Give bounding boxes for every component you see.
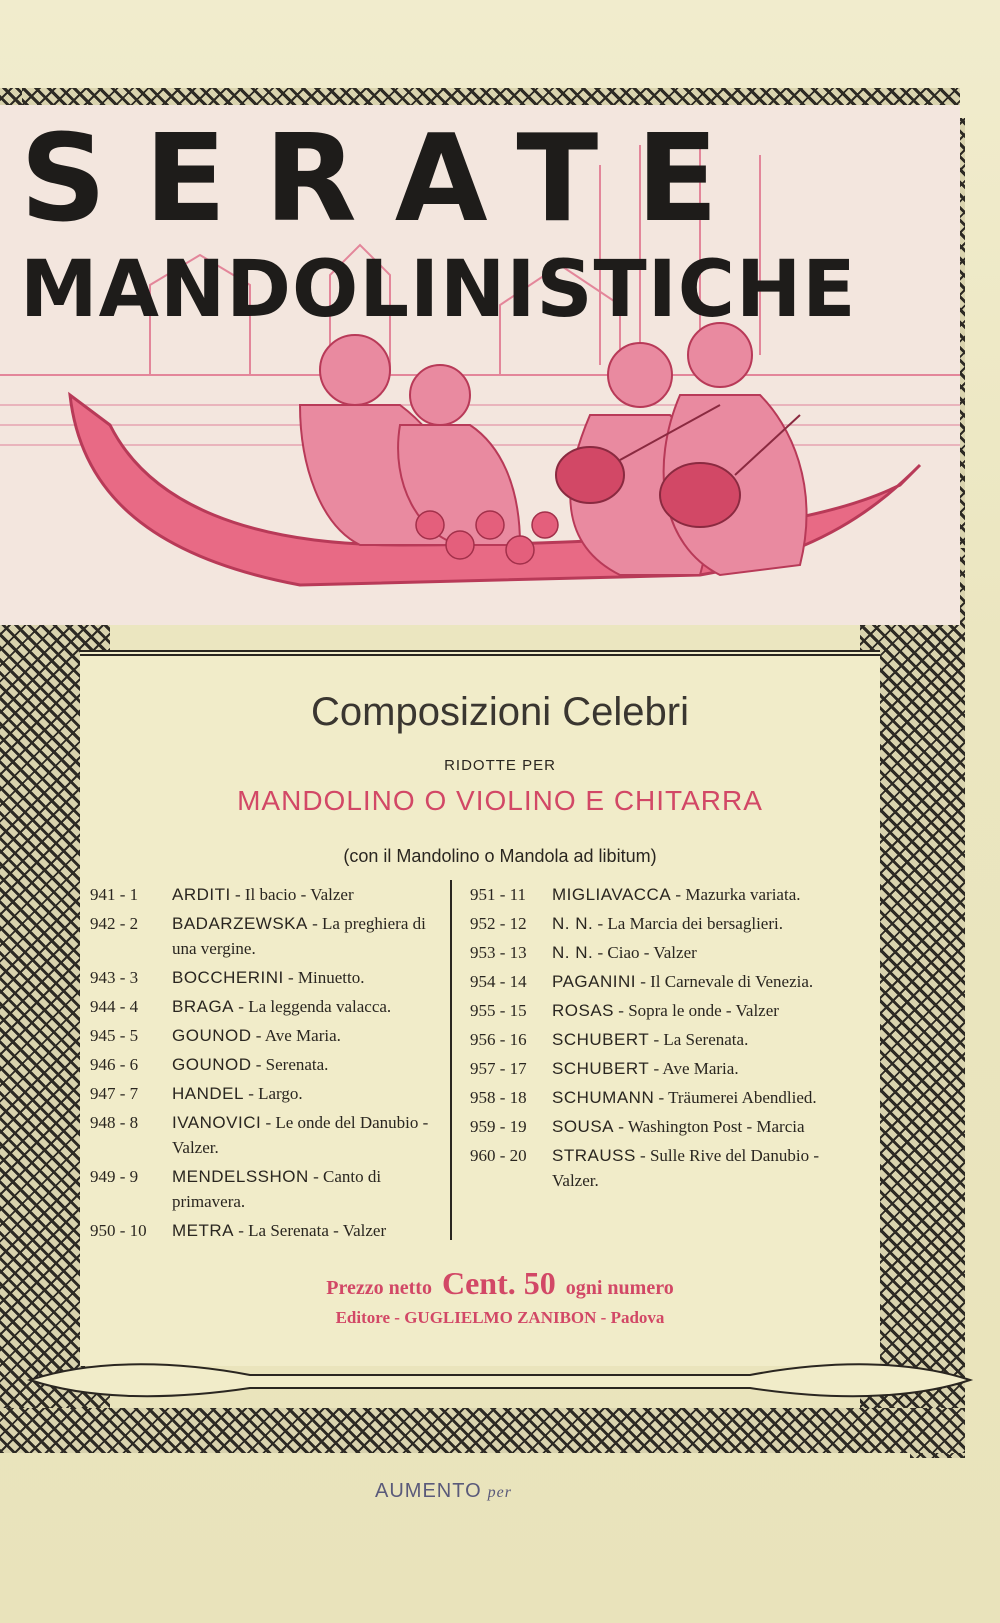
handwritten-note: per <box>487 1484 512 1501</box>
composer: MENDELSSHON <box>172 1167 309 1186</box>
piece-title: - Sulle Rive del Danubio - Valzer. <box>552 1146 819 1190</box>
composer: N. N. <box>552 914 594 933</box>
item-number: 950 - 10 <box>90 1221 147 1240</box>
instruments: MANDOLINO O VIOLINO E CHITARRA <box>237 785 763 816</box>
composer: SCHUBERT <box>552 1059 650 1078</box>
composer: BADARZEWSKA <box>172 914 308 933</box>
item-number: 957 - 17 <box>470 1059 527 1078</box>
item-number: 959 - 19 <box>470 1117 527 1136</box>
stamp-text: AUMENTO <box>375 1480 482 1502</box>
item-number: 952 - 12 <box>470 914 527 933</box>
item-number: 953 - 13 <box>470 943 527 962</box>
item-number: 945 - 5 <box>90 1026 139 1045</box>
title-serate: SERATE <box>20 110 757 249</box>
ribbon-scroll <box>10 1350 990 1410</box>
piece-title: - Ave Maria. <box>255 1026 341 1045</box>
composer: ROSAS <box>552 1001 615 1020</box>
piece-title: - La Marcia dei bersaglieri. <box>597 914 783 933</box>
list-item <box>90 1052 440 1077</box>
title-mandolinistiche: MANDOLINISTICHE <box>20 245 857 335</box>
item-number: 947 - 7 <box>90 1084 139 1103</box>
piece-title: - Il Carnevale di Venezia. <box>640 972 814 991</box>
piece-title: - Minuetto. <box>287 968 365 987</box>
list-item <box>90 1110 440 1160</box>
item-number: 942 - 2 <box>90 914 139 933</box>
piece-title: - La Serenata - Valzer <box>238 1221 387 1240</box>
list-item <box>470 1114 820 1139</box>
piece-title: - La leggenda valacca. <box>238 997 392 1016</box>
piece-title: - Sopra le onde - Valzer <box>618 1001 779 1020</box>
price-line <box>0 1265 1000 1302</box>
list-item <box>90 911 440 961</box>
composer: METRA <box>172 1221 234 1240</box>
list-item <box>470 1027 820 1052</box>
piece-title: - Il bacio - Valzer <box>234 885 354 904</box>
editor-line: Editore - GUGLIELMO ZANIBON - Padova <box>335 1308 665 1327</box>
note: (con il Mandolino o Mandola ad libitum) <box>343 846 657 866</box>
list-item <box>470 1143 820 1193</box>
composer: PAGANINI <box>552 972 636 991</box>
composer: SOUSA <box>552 1117 615 1136</box>
item-number: 943 - 3 <box>90 968 139 987</box>
column-divider <box>450 880 452 1240</box>
piece-title: - Canto di primavera. <box>172 1167 382 1211</box>
list-item <box>470 882 820 907</box>
item-number: 946 - 6 <box>90 1055 139 1074</box>
list-item <box>90 882 440 907</box>
composer: GOUNOD <box>172 1026 252 1045</box>
composer: GOUNOD <box>172 1055 252 1074</box>
list-item <box>90 1218 440 1243</box>
item-number: 944 - 4 <box>90 997 139 1016</box>
price-value: Cent. 50 <box>441 1265 556 1301</box>
price-suffix: ogni numero <box>565 1277 674 1299</box>
list-item <box>470 1085 820 1110</box>
list-item <box>470 998 820 1023</box>
composer: SCHUMANN <box>552 1088 655 1107</box>
list-item <box>470 969 820 994</box>
piece-title: - Ave Maria. <box>653 1059 739 1078</box>
list-item <box>90 994 440 1019</box>
item-number: 948 - 8 <box>90 1113 139 1132</box>
item-number: 958 - 18 <box>470 1088 527 1107</box>
list-item <box>90 1164 440 1214</box>
list-item <box>90 1081 440 1106</box>
piece-title: - La Serenata. <box>653 1030 749 1049</box>
frame-bottom-band <box>0 1408 965 1453</box>
composer: SCHUBERT <box>552 1030 650 1049</box>
piece-title: - La preghiera di una vergine. <box>172 914 426 958</box>
subheading: RIDOTTE PER <box>444 757 556 774</box>
composer: HANDEL <box>172 1084 244 1103</box>
composer: STRAUSS <box>552 1146 636 1165</box>
price-prefix: Prezzo netto <box>326 1277 432 1299</box>
composer: MIGLIAVACCA <box>552 885 672 904</box>
piece-title: - Washington Post - Marcia <box>618 1117 805 1136</box>
composer: N. N. <box>552 943 594 962</box>
piece-title: - Serenata. <box>255 1055 329 1074</box>
piece-title: - Träumerei Abendlied. <box>658 1088 817 1107</box>
list-item <box>90 965 440 990</box>
heading: Composizioni Celebri <box>311 690 689 734</box>
item-number: 956 - 16 <box>470 1030 527 1049</box>
title-block <box>0 90 960 335</box>
list-item <box>470 911 820 936</box>
aumento-stamp <box>375 1480 512 1503</box>
item-number: 954 - 14 <box>470 972 527 991</box>
catalogue-left <box>90 882 440 1247</box>
item-number: 951 - 11 <box>470 885 527 904</box>
catalogue-right <box>470 882 820 1197</box>
composer: BOCCHERINI <box>172 968 284 987</box>
item-number: 960 - 20 <box>470 1146 527 1165</box>
piece-title: - Largo. <box>248 1084 303 1103</box>
list-item <box>470 940 820 965</box>
composer: BRAGA <box>172 997 235 1016</box>
piece-title: - Mazurka variata. <box>675 885 801 904</box>
piece-title: - Le onde del Danubio - Valzer. <box>172 1113 429 1157</box>
composer: IVANOVICI <box>172 1113 262 1132</box>
list-item <box>90 1023 440 1048</box>
item-number: 955 - 15 <box>470 1001 527 1020</box>
item-number: 949 - 9 <box>90 1167 139 1186</box>
piece-title: - Ciao - Valzer <box>597 943 697 962</box>
item-number: 941 - 1 <box>90 885 139 904</box>
list-item <box>470 1056 820 1081</box>
composer: ARDITI <box>172 885 231 904</box>
